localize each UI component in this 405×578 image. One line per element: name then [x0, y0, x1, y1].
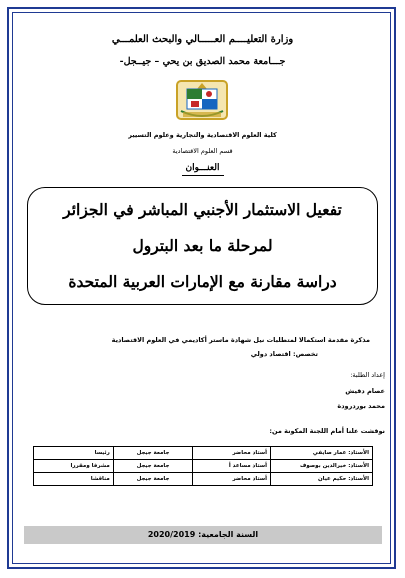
jury-label: نوقشت علنا أمام اللجنة المكونة من: — [269, 427, 385, 435]
academic-year: السنة الجامعية: 2020/2019 — [147, 530, 259, 539]
university-name: جـــامعة محمد الصديق بن يحي – جيــجل- — [119, 56, 286, 67]
memo-description: مذكرة مقدمة استكمالا لمتطلبات نيل شهادة ماستر أكاديمي في العلوم الاقتصادية — [111, 336, 370, 344]
jury-role: مشرفا ومقررا — [34, 460, 114, 473]
jury-name: الأستاذ: حكيم عيان — [271, 473, 373, 486]
table-row — [34, 473, 373, 486]
jury-name: الأستاذ: خيرالدين بوصوف — [271, 460, 373, 473]
specialization: تخصص: اقتصاد دولي — [250, 350, 318, 358]
table-row — [34, 460, 373, 473]
jury-rank: أستاذ محاضر — [193, 447, 271, 460]
department-name: قسم العلوم الاقتصادية — [172, 147, 233, 155]
title-line-1: تفعيل الاستثمار الأجنبي المباشر في الجزائر — [63, 200, 342, 219]
student-name-1: عصام دقيش — [345, 387, 385, 395]
ministry-name: وزارة التعليــــم العـــــالي والبحث العلمـــي — [111, 34, 294, 45]
title-line-3: دراسة مقارنة مع الإمارات العربية المتحدة — [68, 272, 337, 291]
jury-rank: أستاذ محاضر — [193, 473, 271, 486]
student-name-2: محمد بوردرودة — [337, 402, 385, 410]
faculty-name: كلية العلوم الاقتصادية والتجارية وعلوم التسيير — [128, 131, 277, 139]
title-label-underline — [182, 175, 224, 176]
table-row — [34, 447, 373, 460]
jury-rank: أستاذ مساعد أ — [193, 460, 271, 473]
title-line-2: لمرحلة ما بعد البترول — [132, 236, 273, 255]
jury-role: رئيسا — [34, 447, 114, 460]
jury-role: مناقشا — [34, 473, 114, 486]
university-seal-icon — [173, 77, 231, 123]
jury-name: الأستاذ: عمار صايفي — [271, 447, 373, 460]
jury-university: جامعة جيجل — [113, 447, 192, 460]
jury-university: جامعة جيجل — [113, 473, 192, 486]
jury-university: جامعة جيجل — [113, 460, 192, 473]
students-label: إعداد الطلبة: — [350, 371, 385, 379]
title-label: العنـــوان — [185, 163, 220, 173]
jury-table — [33, 446, 373, 486]
